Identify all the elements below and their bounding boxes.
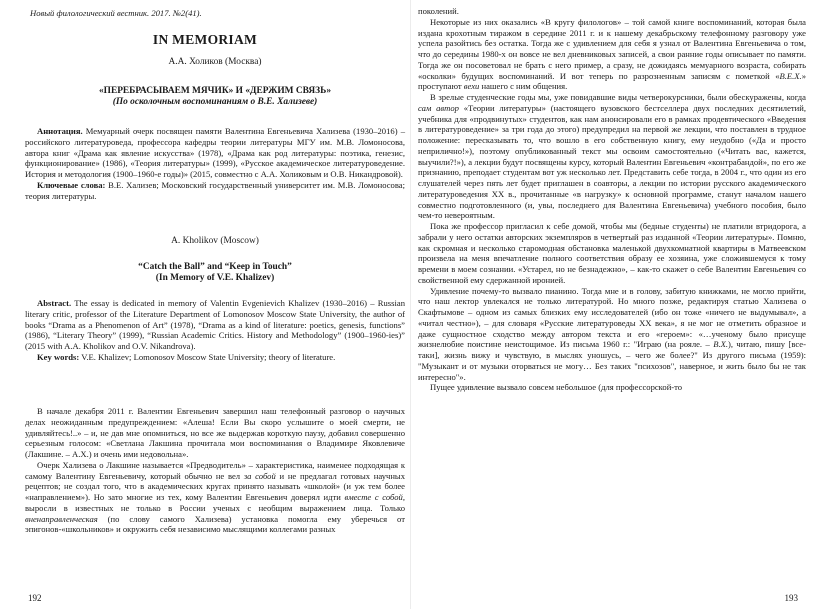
- en-article-title: “Catch the Ball” and “Keep in Touch”: [138, 262, 292, 272]
- en-author: A. Kholikov (Moscow): [171, 236, 259, 246]
- ru-abstract-text: Мемуарный очерк посвящен памяти Валентина Евгеньевича Хализева (1930–2016) – российского литературоведа, профессора кафедры теории литературы МГУ им. М.В. Ломоносова, автора книг «Драма как явление искусства» (1978), «Драма как род литературы: поэтика, генезис, функционирование» (1986), «Теория литературы» (1999), «Русское академическое литературоведение. История и методология (1900–1960-е годы)» (2015, совместно с А.А. Холиковым и О.В. Никандровой).: [25, 126, 405, 179]
- italic-run: вехи: [463, 81, 480, 92]
- text-run: Очерк Хализева о Лакшине называется «Предводитель» – характеристика, наименее подходящая к самому Валентину Евгеньевичу, который обычно не вел: [25, 459, 405, 481]
- body-paragraph: Пока же профессор пригласил к себе домой, чтобы мы (бедные студенты) не платили втридорога, а забрали у него остатки авторских экземпляров в четвертый раз изданной «Теории литературы». Помню, как скромная и несколько старомодная обстановка маленькой двухкомнатной квартиры в Матвеевском произвела на меня впечатление полного соответствия образу ее хозяина, уже сложившемуся к тому времени в моем сознании. «Устарел, но не безнадежно», – как-то скажет о себе Валентин Евгеньевич со свойственной ему сдержанной иронией.: [418, 221, 806, 285]
- italic-run: сам автор: [418, 102, 459, 113]
- italic-run: В.Е.Х.: [779, 70, 802, 81]
- en-article-subtitle: (In Memory of V.E. Khalizev): [155, 273, 275, 283]
- en-keywords-text: V.E. Khalizev; Lomonosov Moscow State University; theory of literature.: [79, 351, 336, 362]
- text-run: , выросли в известных не только в России ученых с необщим выражением лица. Только: [25, 492, 405, 513]
- body-paragraph: [418, 92, 806, 221]
- page-number: 192: [28, 593, 42, 603]
- text-run: (по слову самого Хализева) установка помогла ему уберечься от эпигонов-«школьников» и окружить себя независимо мыслящими коллегами разных: [25, 513, 405, 535]
- right-page: [410, 0, 820, 609]
- text-run: Удивление почему-то вызвало пианино. Тогда мне и в голову, забитую книжками, не могло прийти, что наш лектор увлекался не только литературой. Но много позже, редактируя статью Хализева о Скафтымове – одном из самых близких ему исследователей (ибо он тоже «ничего не выдумывал», а «читал честно»), – для словаря «Русские литературоведы XX века», я не мог не отметить образное и даже сущностное сходство между автором текста и его «героем»: «…ученому было присуще жизнелюбие поистине неистощимое. Из письма 1960 г.: "Играю (на рояле. –: [418, 285, 806, 350]
- en-article-title-block: [25, 262, 405, 284]
- body-paragraph: поколений.: [418, 6, 459, 16]
- ru-keywords-label: Ключевые слова:: [37, 179, 106, 190]
- en-keywords-label: Key words:: [37, 351, 80, 362]
- running-head: Новый филологический вестник. 2017. №2(41).: [30, 8, 202, 18]
- ru-keywords-text: В.Е. Хализев; Московский государственный университет им. М.В. Ломоносова; теория литературы.: [25, 179, 405, 201]
- italic-run: вненаправленческая: [25, 513, 98, 524]
- ru-article-subtitle: (По осколочным воспоминаниям о В.Е. Хализеве): [112, 97, 318, 107]
- body-paragraph: В начале декабря 2011 г. Валентин Евгеньевич завершил наш телефонный разговор о научных делах неожиданным предупреждением: «Алеша! Если Вы скоро услышите о моей смерти, не удивляйтесь!..» – и, не дав мне опомниться, но все же выдержав короткую паузу, добавил совершенно серьезным голосом: «Светлана Лакшина прочитала мои воспоминания о Владимире Яковлевиче (Лакшине. – А.Х.) и очень ими недовольна».: [25, 406, 405, 459]
- body-text-right: [418, 6, 806, 393]
- italic-run: вместе с собой: [344, 492, 403, 502]
- page-number: 193: [784, 593, 798, 603]
- body-paragraph: [418, 286, 806, 383]
- text-run: нашего с ним общения.: [479, 81, 568, 92]
- ru-abstract-label: Аннотация.: [37, 126, 83, 136]
- text-run: » проступают: [418, 70, 806, 92]
- ru-author: А.А. Холиков (Москва): [168, 57, 262, 67]
- en-abstract-label: Abstract.: [37, 298, 72, 308]
- text-run: и не предлагал готовых научных рецептов; не создал того, что в академических кругах принято называть «школой» (и уж тем более «направлением»). Но зато многие из тех, кому Валентин Евгеньевич доверял идти: [25, 470, 405, 502]
- ru-article-title: «ПЕРЕБРАСЫВАЕМ МЯЧИК» И «ДЕРЖИМ СВЯЗЬ»: [98, 86, 332, 96]
- text-run: ), читаю, пишу [все-таки], жизнь вижу и чувствую, в мыслях уношусь, – чего же более?" Из другого письма (1959): "Музыкант и от музыки оторваться не могу… Без таких "психозов", наверное, и жить было бы не так интересно"».: [418, 339, 806, 382]
- italic-run: за собой: [243, 470, 276, 481]
- body-text-left: [25, 406, 405, 535]
- body-paragraph: [25, 460, 405, 535]
- text-run: «Теории литературы» (настоящего вузовского бестселлера двух последних десятилетий, учебника для «продвинутых» студентов, как нам анонсировали его в рамках продевтического «Введения в литературоведение» за три года до этого) предупредил на первой же лекции, что поставлен в трудное положение: пересказывать то, что вошло в его собственную книгу, ему неудобно («Да и просто неприлично!»), поэтому опубликованный текст мы освоим самостоятельно («Читать вас, кажется, выучили?!»), а лекции будут посвящены курсу, который Валентин Евгеньевич «контрабандой», по его же признанию, преподает студентам вот уж несколько лет. Представить себе тогда, в 2004 г., что один из его слушателей через пять лет будет приглашен в соавторы, а лекции по истории русского академического литературоведения XX в., прочитанные «в нагрузку» к основной программе, станут началом нашего совместно подготовленного (и, увы, последнего для Валентина Евгеньевича) учебного пособия, было чем-то невероятным.: [418, 102, 806, 221]
- section-title: IN MEMORIAM: [152, 32, 258, 47]
- body-paragraph: Пущее удивление вызвало совсем небольшое (для профессорской-то: [430, 382, 683, 393]
- italic-run: В.Х.: [713, 339, 728, 350]
- en-abstract: [25, 298, 405, 363]
- body-paragraph: [418, 17, 806, 92]
- en-abstract-text: The essay is dedicated in memory of Valentin Evgenievich Khalizev (1930–2016) – Russian literary critic, professor of the Literature Department of Lomonosov Moscow State University, the author of books “Drama as a Phenomenon of Art” (1978), “Drama as a kind of literature: poetics, genesis, functions” (1986), “Literary Theory” (1999), “Russian Academic Critics. History and Methodology” (1900–1960-ies)” (2015 with A.A. Kholikov and O.V. Nikandrova).: [25, 298, 405, 351]
- ru-abstract: [25, 126, 405, 201]
- text-run: В зрелые студенческие годы мы, уже повидавшие виды четверокурсники, были обескуражены, когда: [430, 92, 806, 102]
- text-run: Некоторые из них оказались «В кругу филологов» – той самой книге воспоминаний, которая была издана крохотным тиражом в середине 2011 г. и к нашему декабрьскому телефонному разговору уже успела разойтись без остатка. Тогда же с удивлением для себя я узнал от Валентина Евгеньевича о том, что до середины 1980-х он вовсе не вел дневниковых записей, а свои ранние годы описывает по памяти. Тогда же он посоветовал не брать с него пример, а сразу, не дожидаясь мемуарного возраста, собирать «осколки» будущих воспоминаний. И вот теперь по разрозненным записям с пометкой «: [418, 16, 806, 81]
